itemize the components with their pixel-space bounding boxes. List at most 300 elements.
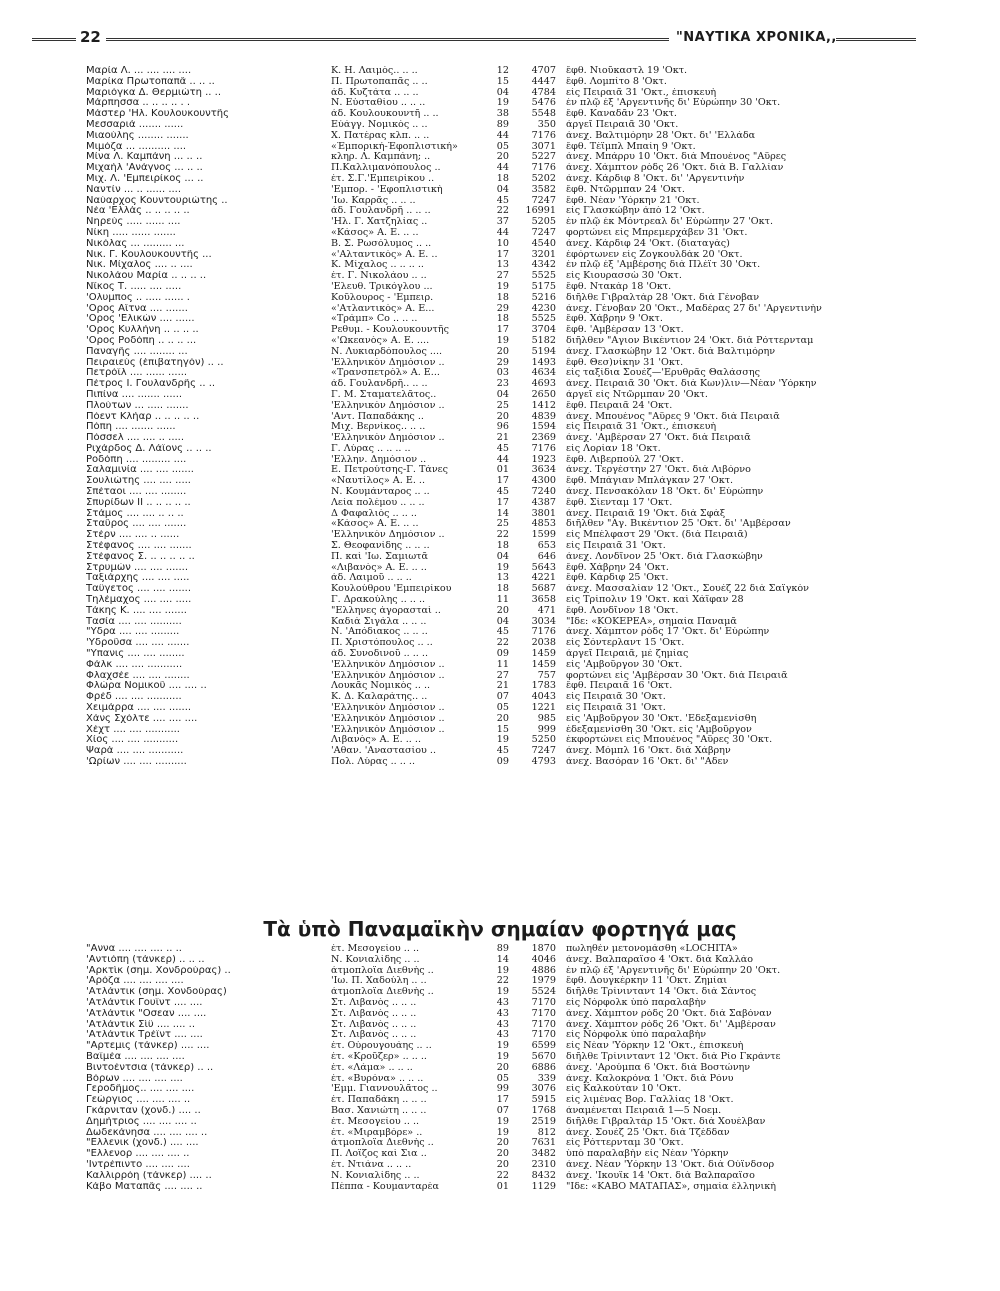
ship-owner: 'Ελευθ. Τρικόγλου ... <box>331 281 433 292</box>
ship-name: "Υδρα .... .... ......... <box>86 627 180 638</box>
ship-row <box>86 433 976 444</box>
ship-owner: ἐτ. Μεσογείου .. .. <box>331 944 420 954</box>
ship-status: διῆλθεν "Αγ. Βικέντιον 25 'Οκτ. δι' 'Αμβέρσαν <box>566 519 791 530</box>
ship-name: 'Ολυμπος .. ..... ...... . <box>86 292 190 303</box>
ship-owner: Σ. Θεοφανίδης .. .. .. <box>331 541 430 552</box>
ship-owner: ἐτ. «Βυρόνα» .. .. .. <box>331 1073 424 1084</box>
ship-year: 20 <box>496 346 509 357</box>
ship-tonnage: 1493 <box>531 357 556 368</box>
ship-owner: «Τρανσπετρὸλ» Α. Ε... <box>331 368 440 379</box>
ship-status: διῆλθε Γιβραλτὰρ 15 'Οκτ. διὰ Χουέλβαν <box>566 1116 766 1127</box>
ship-year: 45 <box>496 487 509 498</box>
ship-owner: 'Ελληνικὸν Δημόσιον .. <box>331 659 445 670</box>
ship-status: ἀργεῖ Πειραιᾶ 30 'Οκτ. <box>566 119 679 130</box>
ship-tonnage: 4853 <box>531 519 556 530</box>
ship-year: 29 <box>496 357 509 368</box>
ship-status: ἐκφορτώνει εἰς Μπουένος "Αϋρες 30 'Οκτ. <box>566 735 773 746</box>
ship-tonnage: 2650 <box>531 389 556 400</box>
ship-name: Νίκη ..... ...... ....... <box>86 227 176 238</box>
ship-owner: 'Ελληνικὸν Δημόσιον .. <box>331 703 445 714</box>
ship-status: ἔφθ. Μπάγιαν Μπλάγκαν 27 'Οκτ. <box>566 476 734 487</box>
ship-row <box>86 660 976 671</box>
ship-row <box>86 142 976 153</box>
ship-tonnage: 1594 <box>531 422 556 433</box>
ship-row <box>86 671 976 682</box>
ship-status: ἔφθ. Λονδῖνον 18 'Οκτ. <box>566 605 679 616</box>
ship-status: ἔφθ. Πειραιᾶ 24 'Οκτ. <box>566 400 673 411</box>
ship-status: ἀνεχ. 'Αρούμπα 6 'Οκτ. διὰ Βοστώνην <box>566 1062 751 1073</box>
ship-name: 'Ατλάντικ Τρέϊντ .... .... <box>86 1030 203 1041</box>
ship-status: ἔφθ. Πειραιᾶ 16 'Οκτ. <box>566 681 673 692</box>
ship-year: 22 <box>496 638 509 649</box>
ship-year: 07 <box>496 692 509 703</box>
ship-name: Μάρπησσα .. .. .. .. . . <box>86 98 191 109</box>
ship-name: Ταΰγετος .... .... ....... <box>86 584 192 595</box>
ship-row <box>86 260 976 271</box>
ship-tonnage: 5227 <box>531 152 556 163</box>
ship-row <box>86 725 976 736</box>
ship-row <box>86 239 976 250</box>
ship-year: 99 <box>496 1084 509 1095</box>
ship-owner: ἐτ. «Κροῦζερ» .. .. .. <box>331 1051 427 1062</box>
ship-tonnage: 5687 <box>531 584 556 595</box>
ship-status: εἰς Νόρφολκ ὑπὸ παραλαβὴν <box>566 997 707 1008</box>
ship-name: "Αρτεμις (τάνκερ) .... .... <box>86 1041 210 1052</box>
ship-tonnage: 5915 <box>531 1095 556 1106</box>
ship-tonnage: 1768 <box>531 1105 556 1116</box>
ship-tonnage: 16991 <box>525 206 556 217</box>
ship-name: Μαρία Λ. ... .... .... .... <box>86 66 192 76</box>
ship-tonnage: 2038 <box>531 638 556 649</box>
ship-status: εἰς Πειραιᾶ 31 'Οκτ., ἐπισκευὴ <box>566 87 717 98</box>
ship-name: Νῖκος Τ. ..... .... ..... <box>86 281 182 292</box>
ship-year: 25 <box>496 400 509 411</box>
ship-owner: Γ. Λύρας .. .. .. .. <box>331 443 411 454</box>
ship-row <box>86 944 976 955</box>
ship-tonnage: 2519 <box>531 1116 556 1127</box>
ship-status: ἀνεχ. Βαλτιμόρην 28 'Οκτ. δι' 'Ελλάδα <box>566 130 756 141</box>
ship-status: "Ιδε: «ΚΑΒΟ ΜΑΤΑΠΑΣ», σημαία ἑλληνικὴ <box>566 1181 776 1192</box>
ship-tonnage: 7247 <box>531 746 556 757</box>
ship-name: Πόπη .... ....... ...... <box>86 422 176 433</box>
ship-year: 96 <box>496 422 509 433</box>
ship-year: 25 <box>496 519 509 530</box>
ship-tonnage: 4839 <box>531 411 556 422</box>
ship-tonnage: 4793 <box>531 757 556 767</box>
ship-year: 05 <box>496 1073 509 1084</box>
ship-owner: Πέππα - Κουμανταρέα <box>331 1181 439 1192</box>
ship-row <box>86 314 976 325</box>
ship-year: 13 <box>496 260 509 271</box>
ship-owner: Ρεθυμ. - Κουλουκουντῆς <box>331 325 449 336</box>
ship-owner: κληρ. Λ. Καμπάνη; .. <box>331 152 431 163</box>
ship-name: "Υπανις .... .... ........ <box>86 649 185 660</box>
ship-tonnage: 3076 <box>531 1084 556 1095</box>
ship-status: ἔφθ. Λομπίτο 8 'Οκτ. <box>566 76 667 87</box>
ship-status: ἀνεχ. Λονδῖνον 25 'Οκτ. διὰ Γλασκώβην <box>566 551 763 562</box>
ship-owner: Κ. Η. Λαιμὸς.. .. .. <box>331 66 418 76</box>
ship-owner: 'Ελληνικὸν Δημόσιον .. <box>331 724 445 735</box>
ship-name: Στρυμὼν .... .... ....... <box>86 562 189 573</box>
ship-status: ἀνεχ. Βαλπαραΐσο 4 'Οκτ. διὰ Καλλάο <box>566 954 754 965</box>
ship-row <box>86 293 976 304</box>
ship-owner: 'Εμμ. Γιαννουλᾶτος .. <box>331 1084 438 1095</box>
ship-owner: Λεία πολέμου .. .. .. <box>331 497 425 508</box>
ship-owner: «Ἐμπορική-Ἐφοπλιστική» <box>331 141 458 152</box>
ship-tonnage: 4447 <box>531 76 556 87</box>
ship-name: Βαϊμέα .... .... .... .... <box>86 1051 185 1062</box>
ship-owner: «Τράμπ» Co .. .. .. <box>331 314 418 325</box>
ship-name: Φάλκ .... .... ........... <box>86 659 183 670</box>
ship-status: εἰς ταξίδια Σουὲζ—'Ερυθρᾶς Θαλάσσης <box>566 368 760 379</box>
ship-name: Φρέδ .... .... ........... <box>86 692 182 703</box>
ship-row <box>86 228 976 239</box>
ship-row <box>86 109 976 120</box>
ship-name: Πειραιεὺς (ἐπιβατηγὸν) .. .. <box>86 357 224 368</box>
ship-name: Χάνς Σχόλτε .... .... .... <box>86 713 198 724</box>
ship-owner: «'Ωκεανὸς» Α. Ε. .... <box>331 335 430 346</box>
ship-row <box>86 552 976 563</box>
ship-year: 04 <box>496 616 509 627</box>
panama-ships-list <box>86 944 976 1192</box>
ship-tonnage: 5182 <box>531 335 556 346</box>
ship-row <box>86 606 976 617</box>
ship-tonnage: 5524 <box>531 987 556 998</box>
ship-owner: ἀδ. Κουλουκουντῆ .. .. <box>331 109 439 120</box>
ship-row <box>86 1052 976 1063</box>
ship-name: Σταῦρος .... .... ....... <box>86 519 187 530</box>
ship-name: Τασία .... .... .......... <box>86 616 182 627</box>
ship-tonnage: 5216 <box>531 292 556 303</box>
ship-owner: Στ. Λιβανὸς .. .. .. <box>331 1008 417 1019</box>
ship-name: Πλούτων ... ..... ....... <box>86 400 189 411</box>
page-number: 22 <box>80 28 101 46</box>
ship-name: Γεροδῆμος.. .... .... .... <box>86 1084 195 1095</box>
ship-name: Φλώρα Νομικοῦ .... .... .. <box>86 681 207 692</box>
ship-name: 'Ατλάντικ Γουΐντ .... .... <box>86 997 203 1008</box>
ship-year: 27 <box>496 670 509 681</box>
ship-owner: "Ελληνες ἀγορασταὶ .. <box>331 605 441 616</box>
ship-name: Καλλιρρόη (τάνκερ) .... .. <box>86 1170 212 1181</box>
ship-name: Νικόλας ... ......... ... <box>86 238 185 249</box>
ship-row <box>86 77 976 88</box>
ship-tonnage: 4693 <box>531 379 556 390</box>
ship-year: 20 <box>496 411 509 422</box>
ship-row <box>86 325 976 336</box>
ship-year: 20 <box>496 1062 509 1073</box>
ship-status: εἰς Σόντερλαντ 15 'Οκτ. <box>566 638 685 649</box>
ship-status: ἐν πλῷ ἐξ 'Αργεντινῆς δι' Εὐρώπην 20 'Οκτ. <box>566 965 781 976</box>
ship-name: Μιμόζα ... .......... .... <box>86 141 187 152</box>
ship-owner: ἐτ. Σ.Γ.'Εμπειρίκου .. <box>331 173 435 184</box>
ship-owner: 'Ιω. Π. Χαδούλη .. .. <box>331 976 427 987</box>
ship-owner: Ν. Κονιαλίδης .. .. <box>331 1170 420 1181</box>
ship-status: εἰς 'Αμβοῦργον 30 'Οκτ. <box>566 659 683 670</box>
ship-year: 04 <box>496 184 509 195</box>
ship-row <box>86 584 976 595</box>
ship-name: Νικολάου Μαρία .. .. .. .. <box>86 271 207 282</box>
ship-year: 17 <box>496 1095 509 1106</box>
ship-row <box>86 1128 976 1139</box>
ship-name: Μιχ. Λ. 'Εμπειρίκος ... .. <box>86 173 204 184</box>
ship-owner: 'Ελληνικὸν Δημόσιον .. <box>331 433 445 444</box>
ship-tonnage: 1979 <box>531 976 556 987</box>
ship-tonnage: 4043 <box>531 692 556 703</box>
ship-status: ἀνεχ. Σουὲζ 25 'Οκτ. διὰ Τζέδδαν <box>566 1127 730 1138</box>
ship-tonnage: 4342 <box>531 260 556 271</box>
ship-status: ἀργεῖ Πειραιᾶ, μὲ ζημίας <box>566 649 689 660</box>
ship-row <box>86 131 976 142</box>
ship-row <box>86 1041 976 1052</box>
ship-year: 21 <box>496 433 509 444</box>
ship-status: ἔφθ. Δουγκέρκην 11 'Οκτ. Ζημίαι <box>566 976 728 987</box>
ship-owner: ἀτμοπλοΐα Διεθνὴς .. <box>331 1138 434 1149</box>
ship-row <box>86 304 976 315</box>
ship-tonnage: 7176 <box>531 163 556 174</box>
ship-tonnage: 3482 <box>531 1149 556 1160</box>
ship-year: 19 <box>496 1127 509 1138</box>
ship-tonnage: 7247 <box>531 195 556 206</box>
ship-name: Ταξιάρχης .... .... ..... <box>86 573 190 584</box>
ship-row <box>86 1138 976 1149</box>
ship-row <box>86 541 976 552</box>
ship-tonnage: 5476 <box>531 98 556 109</box>
ship-year: 22 <box>496 976 509 987</box>
ship-owner: Λουκᾶς Νομικὸς .. .. <box>331 681 431 692</box>
ship-status: εἰς Πειραιᾶ 31 'Οκτ. <box>566 703 666 714</box>
ship-name: Νηρεὺς ..... ...... .... <box>86 217 181 228</box>
ship-tonnage: 1129 <box>531 1181 556 1192</box>
ship-owner: Κουλούθρου 'Εμπειρίκου <box>331 584 452 595</box>
ship-row <box>86 98 976 109</box>
ship-name: "Αννα .... .... .... .. .. <box>86 944 182 954</box>
ship-year: 05 <box>496 141 509 152</box>
ship-status: ἀναμένεται Πειραιᾶ 1—5 Νοεμ. <box>566 1105 722 1116</box>
ship-row <box>86 498 976 509</box>
ship-row <box>86 1095 976 1106</box>
ship-status: ἀνεχ. Κάρδιφ 24 'Οκτ. (διαταγὰς) <box>566 238 730 249</box>
ship-year: 15 <box>496 724 509 735</box>
ship-owner: Π.Καλλιμανόπουλος .. <box>331 163 441 174</box>
ship-row <box>86 563 976 574</box>
ship-year: 14 <box>496 954 509 965</box>
ship-name: Τάκης Κ. .... .... ....... <box>86 605 187 616</box>
ship-owner: ἐτ. «Μιραμβόρε» .. <box>331 1127 423 1138</box>
ship-year: 19 <box>496 1041 509 1052</box>
ship-name: Μάστερ 'Ηλ. Κουλουκουντῆς <box>86 109 229 120</box>
ship-name: Μίνα Λ. Καμπάνη ... .. .. <box>86 152 203 163</box>
ship-owner: Στ. Λιβανὸς .. .. .. <box>331 997 417 1008</box>
ship-tonnage: 2369 <box>531 433 556 444</box>
ship-owner: Π. καὶ 'Ιω. Σαμιωτᾶ <box>331 551 428 562</box>
ship-tonnage: 7170 <box>531 1008 556 1019</box>
ship-name: Ναύαρχος Κουντουριώτης .. <box>86 195 228 206</box>
ship-year: 17 <box>496 497 509 508</box>
ship-year: 15 <box>496 76 509 87</box>
ship-status: ἀνεχ. Χάμπτον ρὸδς 20 'Οκτ. διὰ Σαβόναν <box>566 1008 772 1019</box>
ship-year: 20 <box>496 1149 509 1160</box>
ship-year: 44 <box>496 130 509 141</box>
ship-owner: Καδιὰ Σιγάλα .. .. .. <box>331 616 427 627</box>
ship-name: Μεσσαριά ....... ...... <box>86 119 184 130</box>
ship-row <box>86 444 976 455</box>
ship-status: εἰς Καλκούταν 10 'Οκτ. <box>566 1084 682 1095</box>
ship-year: 17 <box>496 249 509 260</box>
ship-tonnage: 4886 <box>531 965 556 976</box>
ship-name: Νικ. Γ. Κουλουκουντῆς ... <box>86 249 212 260</box>
ship-tonnage: 999 <box>537 724 556 735</box>
ship-status: ἀνεχ. Πειραιᾶ 19 'Οκτ. διὰ Σφὰξ <box>566 508 726 519</box>
ship-year: 22 <box>496 206 509 217</box>
ship-status: ἀνεχ. Καλοκρόνα 1 'Οκτ. διὰ Ρόνυ <box>566 1073 734 1084</box>
ship-status: ἀνεχ. Χάμπτον ρὸδς 26 'Οκτ. δι' 'Αμβέρσαν <box>566 1019 776 1030</box>
ship-name: Ναντίν ... .. ...... .... <box>86 184 182 195</box>
ship-row <box>86 1149 976 1160</box>
ship-name: 'Αρόζα .... .... .... .... <box>86 976 184 987</box>
ship-tonnage: 7170 <box>531 1019 556 1030</box>
ship-owner: Ν. Κονιαλίδης .. .. <box>331 954 420 965</box>
ship-status: εἰς Νέαν 'Υόρκην 12 'Οκτ., ἐπισκευὴ <box>566 1041 744 1052</box>
ship-year: 20 <box>496 1159 509 1170</box>
ship-name: Ψαρὰ .... .... ........... <box>86 746 184 757</box>
ship-name: Μαρίκα Πρωτοπαπᾶ .. .. .. <box>86 76 215 87</box>
ship-name: 'Ορος Κυλλήνη .. .. .. .. <box>86 325 199 336</box>
ship-name: Στέφανος Σ. .. .. .. .. .. <box>86 551 195 562</box>
ship-row <box>86 955 976 966</box>
ship-name: Χέχτ .... .... ........... <box>86 724 180 735</box>
ship-year: 07 <box>496 1105 509 1116</box>
ship-status: ἀνεχ. Χάμπτον ρὸδς 17 'Οκτ. δι' Εὐρώπην <box>566 627 770 638</box>
ship-row <box>86 217 976 228</box>
ship-status: φορτώνει εἰς Μπρεμερχάβεν 31 'Οκτ. <box>566 227 748 238</box>
ship-name: 'Ορος Αἴτνα .... ....... <box>86 303 188 314</box>
ship-tonnage: 1459 <box>531 649 556 660</box>
ship-owner: Βασ. Χανιώτη .. .. .. <box>331 1105 427 1116</box>
ship-status: ἀνεχ. 'Αμβέρσαν 27 'Οκτ. διὰ Πειραιᾶ <box>566 433 751 444</box>
ship-tonnage: 1783 <box>531 681 556 692</box>
ship-year: 13 <box>496 573 509 584</box>
ship-year: 43 <box>496 1019 509 1030</box>
ship-status: ἀνεχ. Βασόραν 16 'Οκτ. δι' "Αδεν <box>566 757 729 767</box>
ship-row <box>86 1171 976 1182</box>
ship-tonnage: 3582 <box>531 184 556 195</box>
ship-row <box>86 987 976 998</box>
ship-owner: Γ. Μ. Σταματελᾶτος.. <box>331 389 437 400</box>
ship-name: Ριχάρδος Δ. Λάϊονς .. .. .. <box>86 443 212 454</box>
ship-name: Σπυρίδων ΙΙ .. .. .. .. .. <box>86 497 191 508</box>
ship-tonnage: 1923 <box>531 454 556 465</box>
ship-tonnage: 985 <box>537 713 556 724</box>
ship-owner: ἀδ. Συνοδινοῦ .. .. .. <box>331 649 429 660</box>
ship-row <box>86 519 976 530</box>
ship-name: 'Ατλάντικ "Οσεαν .... .... <box>86 1008 207 1019</box>
ship-year: 29 <box>496 303 509 314</box>
ship-owner: Ν. Κουμάνταρος .. .. <box>331 487 430 498</box>
ship-year: 44 <box>496 454 509 465</box>
masthead: "ΝΑΥΤΙΚΑ ΧΡΟΝΙΚΑ,, <box>676 30 837 45</box>
ship-row <box>86 692 976 703</box>
ship-owner: «Ναυτίλος» Α. Ε. .. <box>331 476 426 487</box>
ship-year: 11 <box>496 595 509 606</box>
ship-tonnage: 1459 <box>531 659 556 670</box>
ship-year: 20 <box>496 1138 509 1149</box>
ship-row <box>86 465 976 476</box>
ship-owner: ἐτ. Γ. Νικολάου .. .. <box>331 271 427 282</box>
ship-year: 18 <box>496 292 509 303</box>
ship-tonnage: 7170 <box>531 1030 556 1041</box>
ship-status: "Ιδε: «ΚΟΚΕΡΕΑ», σημαία Παναμᾶ <box>566 616 737 627</box>
ship-row <box>86 573 976 584</box>
ship-status: ἔφθ. Σίενταμ 17 'Οκτ. <box>566 497 673 508</box>
ship-status: ἀνεχ. Μασσαλίαν 12 'Οκτ., Σουὲζ 22 διὰ Σαϊγκὸν <box>566 584 809 595</box>
ship-year: 20 <box>496 152 509 163</box>
ship-row <box>86 746 976 757</box>
ship-name: Γκάρνιταν (χονδ.) .... .. <box>86 1105 201 1116</box>
ship-owner: 'Ελληνικὸν Δημόσιον .. <box>331 670 445 681</box>
ship-year: 43 <box>496 1030 509 1041</box>
ship-year: 45 <box>496 627 509 638</box>
ship-status: εἰς Γλασκώβην ἀπὸ 12 'Οκτ. <box>566 206 705 217</box>
ship-tonnage: 5643 <box>531 562 556 573</box>
ship-status: ἐδεξαμενίσθη 30 'Οκτ. εἰς 'Αμβοῦργον <box>566 724 752 735</box>
ship-status: ὑπὸ παραλαβὴν εἰς Νέαν 'Υόρκην <box>566 1149 729 1160</box>
ship-status: ἔφθ. Λιβερπούλ 27 'Οκτ. <box>566 454 684 465</box>
ship-status: εἰς Κιουρασσὼ 30 'Οκτ. <box>566 271 682 282</box>
ship-year: 20 <box>496 605 509 616</box>
ship-status: διῆλθεν "Αγιον Βικέντιον 24 'Οκτ. διὰ Ρόττερνταμ <box>566 335 814 346</box>
ship-name: Τηλέμαχος .... .... ..... <box>86 595 192 606</box>
ship-owner: ἀδ. Γουλανδρῆ.. .. .. <box>331 379 428 390</box>
ship-status: ἀνεχ. Μπουένος "Αϋρες 9 'Οκτ. διὰ Πειραιᾶ <box>566 411 780 422</box>
ship-name: Βιντοέντσια (τάνκερ) .. .. <box>86 1062 214 1073</box>
ship-status: εἰς Πειραιᾶ 31 'Οκτ., ἐπισκευὴ <box>566 422 717 433</box>
ship-row <box>86 1020 976 1031</box>
ship-owner: Μιχ. Βερνίκος.. .. .. <box>331 422 426 433</box>
ship-owner: Β. Σ. Ρωσόλυμος .. .. <box>331 238 432 249</box>
ship-status: ἀνεχ. Μπάρρυ 10 'Οκτ. διὰ Μπουένος "Αϋρες <box>566 152 787 163</box>
ship-year: 01 <box>496 1181 509 1192</box>
ship-row <box>86 368 976 379</box>
ship-status: εἰς Πειραιᾶ 30 'Οκτ. <box>566 692 666 703</box>
ship-tonnage: 7176 <box>531 130 556 141</box>
ship-row <box>86 966 976 977</box>
ship-owner: Π. Πρωτοπαπᾶς .. .. <box>331 76 428 87</box>
ship-tonnage: 5205 <box>531 217 556 228</box>
ship-row <box>86 412 976 423</box>
ship-row <box>86 455 976 466</box>
header-rule-middle <box>106 38 669 41</box>
ship-row <box>86 509 976 520</box>
ship-name: Πιπίνα .... ....... ...... <box>86 389 183 400</box>
ship-name: Νικ. Μίχαλος .... .. .... <box>86 260 193 271</box>
ship-name: 'Αντιόπη (τάνκερ) .. .. .. <box>86 954 205 965</box>
ship-year: 89 <box>496 944 509 954</box>
ship-name: Ροδόπη .... ......... .... <box>86 454 187 465</box>
ship-status: ἔφθ. Κάρδιφ 25 'Οκτ. <box>566 573 669 584</box>
ship-owner: ἐτ. «Λάμα» .. .. .. <box>331 1062 413 1073</box>
ship-owner: 'Ηλ. Γ. Χατζηλίας .. <box>331 217 428 228</box>
ship-owner: 'Αθαν. 'Αναστασίου .. <box>331 746 437 757</box>
ship-owner: Γ. Δρακούλης .. .. .. <box>331 595 426 606</box>
ship-name: 'Ιντρέπιντο .... .... .... <box>86 1159 190 1170</box>
ship-status: διῆλθε Τρίνινταντ 14 'Οκτ. διὰ Σάντος <box>566 987 757 998</box>
ship-row <box>86 347 976 358</box>
ship-row <box>86 735 976 746</box>
ship-owner: 'Ιω. Καρρᾶς .. .. .. <box>331 195 416 206</box>
ship-year: 45 <box>496 195 509 206</box>
ship-status: ἔφθ. Ντακὰρ 18 'Οκτ. <box>566 281 672 292</box>
ship-row <box>86 476 976 487</box>
